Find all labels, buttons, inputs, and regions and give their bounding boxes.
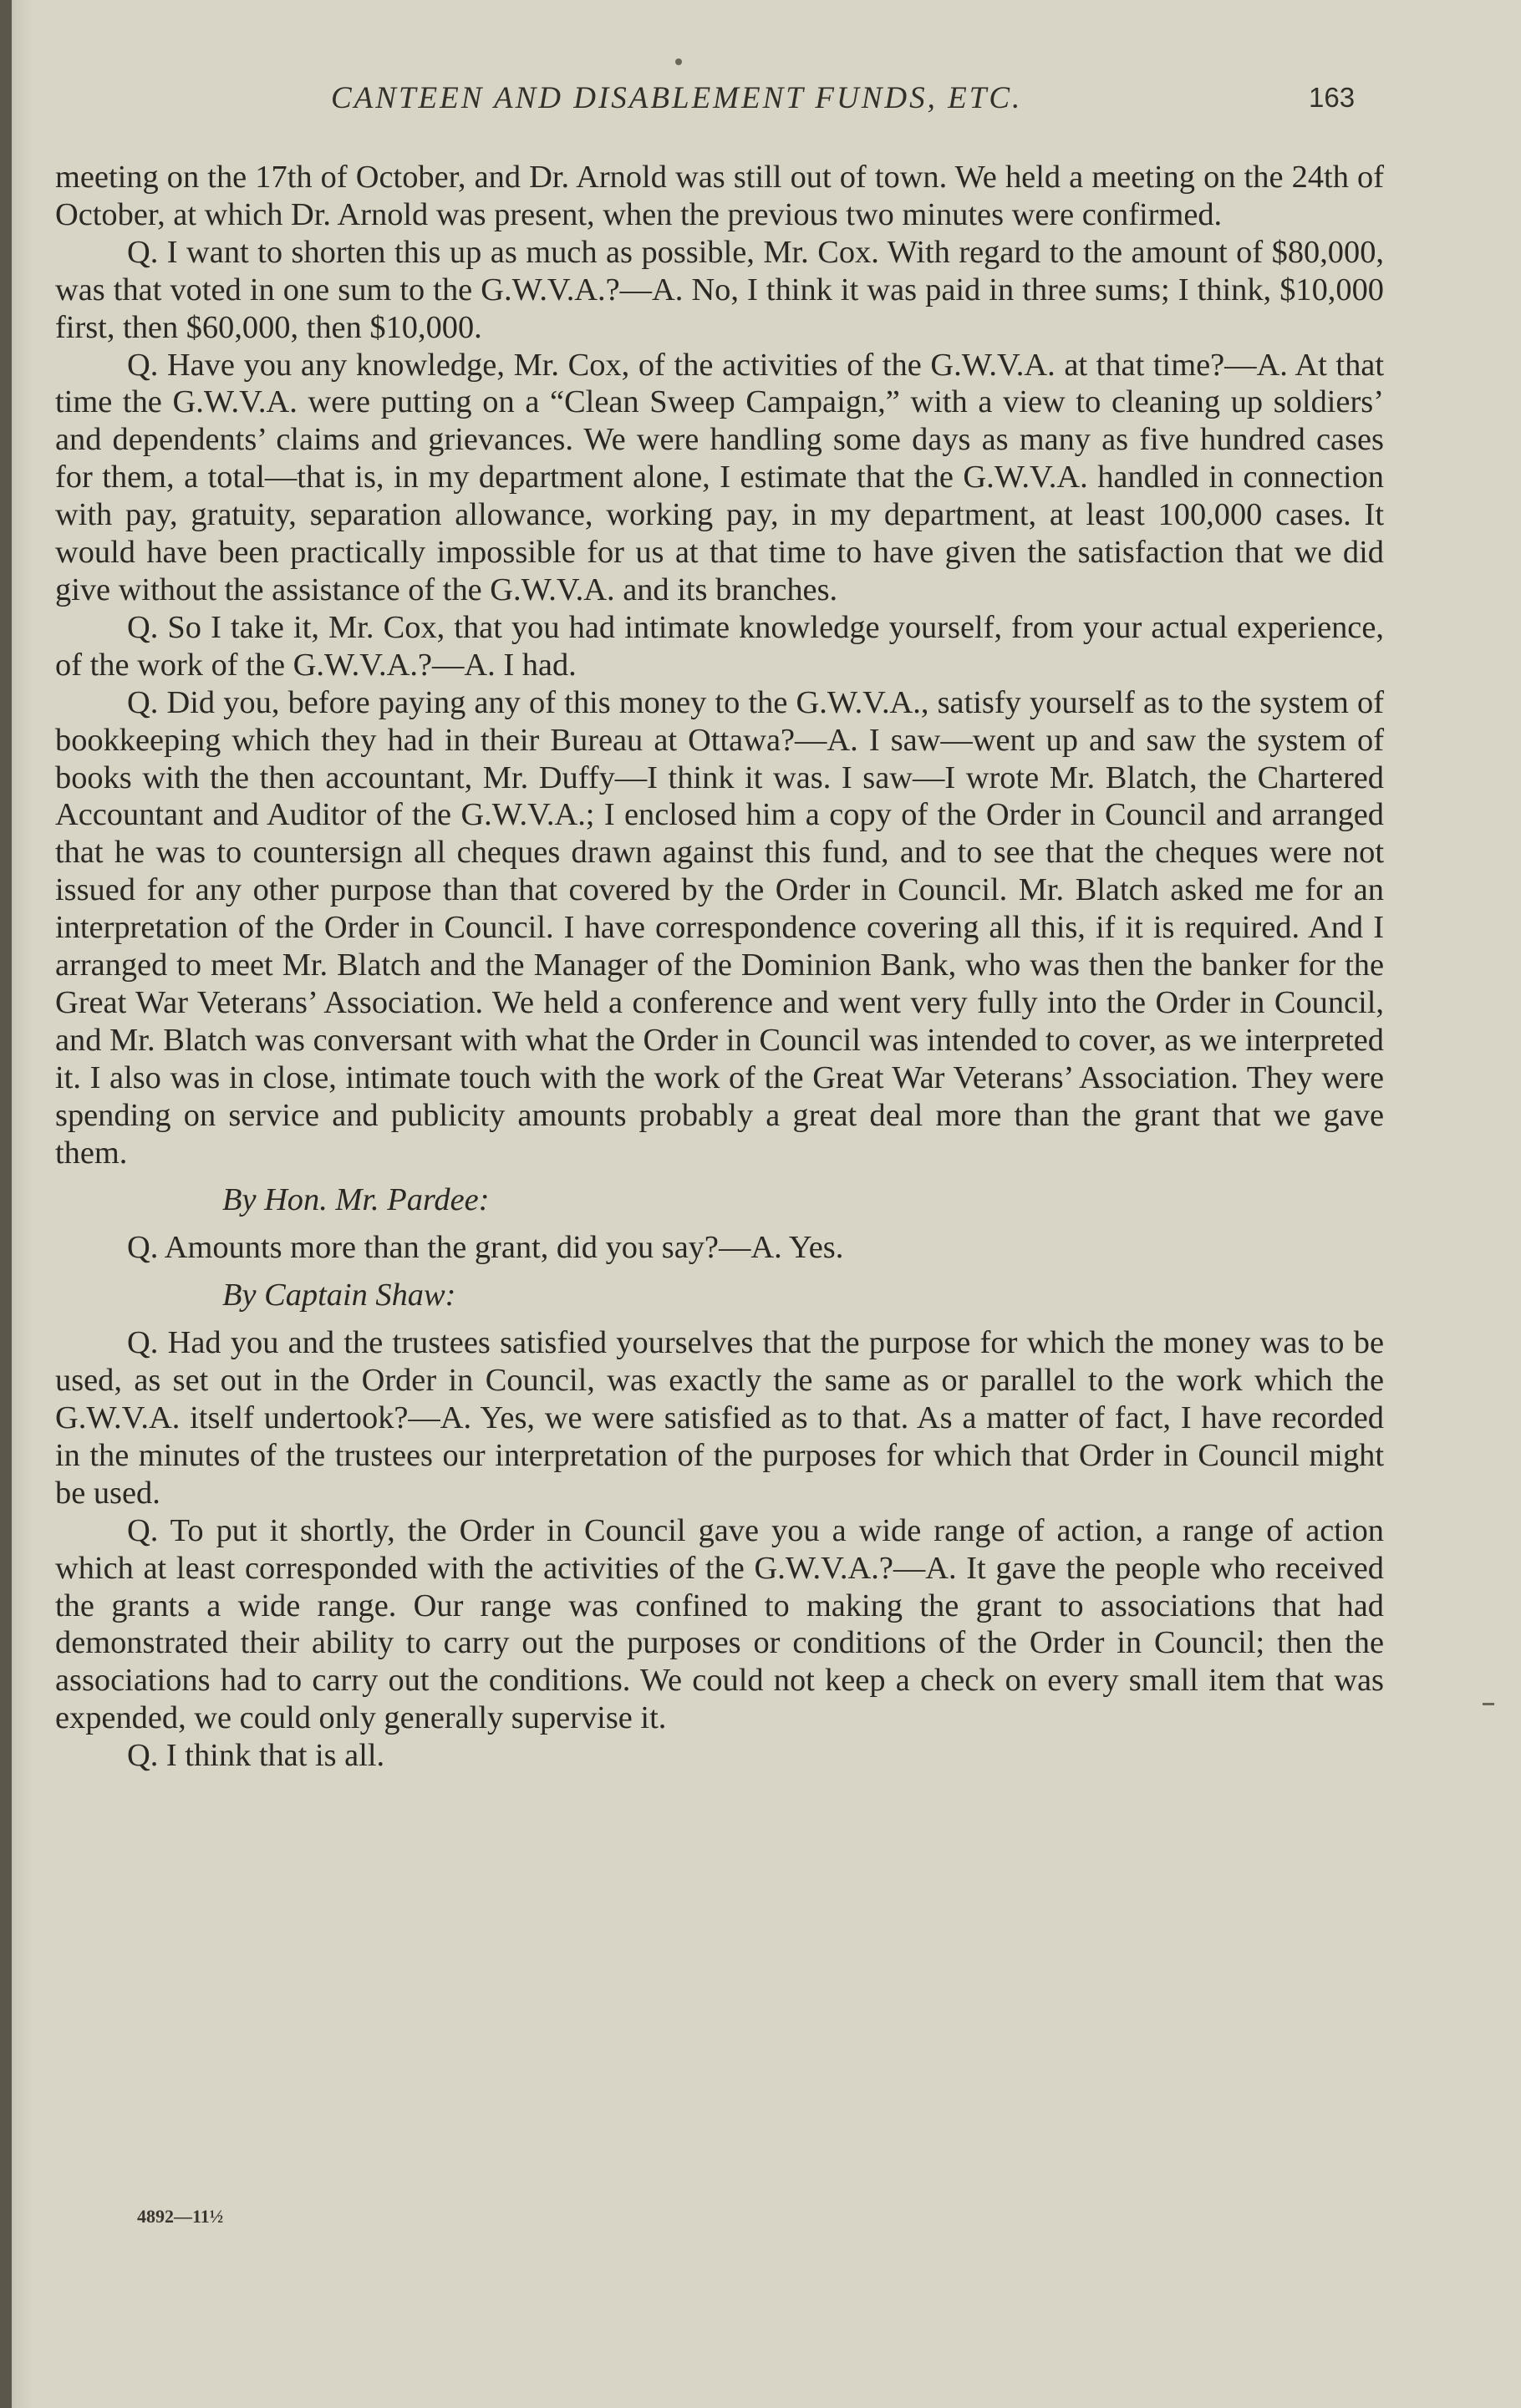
paragraph-question: Q. Had you and the trustees satisfied yourselves that the purpose for which the money was to be used, as set out in the Order in Council, was exactly the same as or parallel to the work which the G.W.V.A. itself undertook?—A. Yes, we were satisfied as to that. As a matter of fact, I have recorded in the minutes of the trustees our interpretation of the purposes for which that Order in Council might be used. xyxy=(55,1325,1384,1511)
margin-mark xyxy=(1483,1703,1494,1705)
paragraph-question: Q. Amounts more than the grant, did you say?—A. Yes. xyxy=(127,1230,844,1266)
paragraph-question: Q. I think that is all. xyxy=(127,1738,385,1774)
paragraph-question: Q. I want to shorten this up as much as possible, Mr. Cox. With regard to the amount of $80,000, was that voted in one sum to the G.W.V.A.?—A. No, I think it was paid in three sums; I think, $10,000 first, then $60,000, then $10,000. xyxy=(55,234,1384,345)
page-body xyxy=(55,159,1384,1775)
paragraph-continued: meeting on the 17th of October, and Dr. Arnold was still out of town. We held a meeting on the 24th of October, at which Dr. Arnold was present, when the previous two minutes were confirmed. xyxy=(55,160,1384,232)
running-title: CANTEEN AND DISABLEMENT FUNDS, ETC. xyxy=(331,81,1023,115)
book-gutter-shadow xyxy=(0,0,12,2408)
page-number: 163 xyxy=(1309,82,1356,113)
speaker-heading: By Hon. Mr. Pardee: xyxy=(222,1182,490,1218)
paragraph-question: Q. Did you, before paying any of this money to the G.W.V.A., satisfy yourself as to the system of bookkeeping which they had in their Bureau at Ottawa?—A. I saw—went up and saw the system of books with the then accountant, Mr. Duffy—I think it was. I saw—I wrote Mr. Blatch, the Chartered Accountant and Auditor of the G.W.V.A.; I enclosed him a copy of the Order in Council and arranged that he was to countersign all cheques drawn against this fund, and to see that the cheques were not issued for any other purpose than that covered by the Order in Council. Mr. Blatch asked me for an interpretation of the Order in Council. I have correspondence covering all this, if it is required. And I arranged to meet Mr. Blatch and the Manager of the Dominion Bank, who was then the banker for the Great War Veterans’ Association. We held a conference and went very fully into the Order in Council, and Mr. Blatch was conversant with what the Order in Council was intended to cover, as we interpreted it. I also was in close, intimate touch with the work of the Great War Veterans’ Association. They were spending on service and publicity amounts probably a great deal more than the grant that we gave them. xyxy=(55,684,1384,1171)
printer-signature-code: 4892—11½ xyxy=(137,2206,224,2227)
paragraph-question: Q. So I take it, Mr. Cox, that you had intimate knowledge yourself, from your actual experience, of the work of the G.W.V.A.?—A. I had. xyxy=(55,609,1384,683)
speaker-heading: By Captain Shaw: xyxy=(222,1278,456,1313)
paragraph-question: Q. To put it shortly, the Order in Council gave you a wide range of action, a range of action which at least corresponded with the activities of the G.W.V.A.?—A. It gave the people who received the grants a wide range. Our range was confined to making the grant to associations that had demonstrated their ability to carry out the purposes or conditions of the Order in Council; then the associations had to carry out the conditions. We could not keep a check on every small item that was expended, we could only generally supervise it. xyxy=(55,1512,1384,1736)
ink-speck xyxy=(675,58,682,65)
paragraph-question: Q. Have you any knowledge, Mr. Cox, of the activities of the G.W.V.A. at that time?—A. At that time the G.W.V.A. were putting on a “Clean Sweep Campaign,” with a view to cleaning up soldiers’ and dependents’ claims and grievances. We were handling some days as many as five hundred cases for them, a total—that is, in my department alone, I estimate that the G.W.V.A. handled in connection with pay, gratuity, separation allowance, working pay, in my department, at least 100,000 cases. It would have been practically impossible for us at that time to have given the satisfaction that we did give without the assistance of the G.W.V.A. and its branches. xyxy=(55,347,1384,607)
